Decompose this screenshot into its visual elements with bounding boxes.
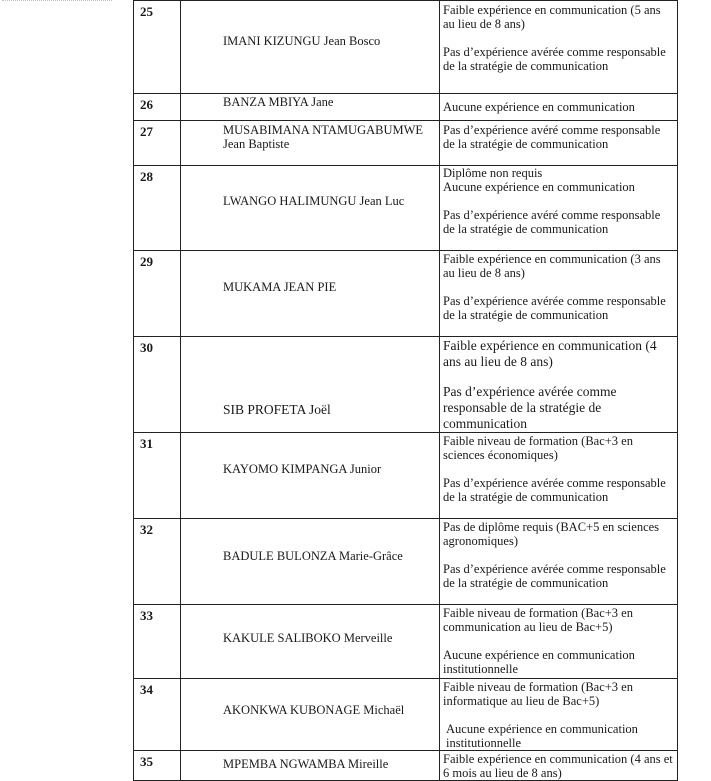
candidate-name: KAKULE SALIBOKO Merveille	[223, 631, 393, 645]
row-number: 35	[134, 751, 181, 781]
candidate-name: BANZA MBIYA Jane	[223, 95, 334, 109]
observation: Pas d’expérience avérée comme responsable de la stratégie de communication	[443, 294, 666, 322]
row-number: 32	[134, 519, 181, 605]
observation: Pas d’expérience avérée comme responsable de la stratégie de communication	[443, 476, 666, 504]
row-number: 25	[134, 1, 181, 94]
observation: Faible expérience en communication (5 ans au lieu de 8 ans)	[443, 3, 661, 31]
row-number: 27	[134, 121, 181, 166]
row-number: 26	[134, 94, 181, 121]
candidate-name: IMANI KIZUNGU Jean Bosco	[223, 34, 381, 48]
candidate-name: MUSABIMANA NTAMUGABUMWE Jean Baptiste	[223, 123, 424, 151]
observation: Faible expérience en communication (3 ans au lieu de 8 ans)	[443, 252, 661, 280]
observation: Faible niveau de formation (Bac+3 en communication au lieu de Bac+5)	[443, 606, 633, 634]
table-row	[134, 605, 678, 679]
observation: Aucune expérience en communication	[443, 100, 635, 114]
candidate-name: MUKAMA JEAN PIE	[223, 280, 337, 294]
observation: Aucune expérience en communication institutionnelle	[446, 722, 638, 750]
candidate-name: LWANGO HALIMUNGU Jean Luc	[223, 194, 405, 208]
observation: Pas d’expérience avérée comme responsable de la stratégie de communication	[443, 45, 666, 73]
candidate-name: KAYOMO KIMPANGA Junior	[223, 462, 382, 476]
table-row	[134, 251, 678, 337]
observation: Faible expérience en communication (4 ans et 6 mois au lieu de 8 ans)	[443, 752, 673, 780]
row-number: 31	[134, 433, 181, 519]
scan-artifact	[2, 0, 112, 7]
candidate-name: MPEMBA NGWAMBA Mireille	[223, 757, 389, 771]
candidate-name: AKONKWA KUBONAGE Michaël	[223, 703, 405, 717]
candidate-name: BADULE BULONZA Marie-Grâce	[223, 549, 403, 563]
observation: Pas de diplôme requis (BAC+5 en sciences agronomiques)	[443, 520, 660, 548]
observation: Pas d’expérience avérée comme responsable de la stratégie de communication	[443, 562, 666, 590]
candidate-name: SIB PROFETA Joël	[223, 402, 331, 417]
table-row	[134, 1, 678, 94]
table-row	[134, 121, 678, 166]
table-row	[134, 679, 678, 751]
observation: Pas d’expérience avéré comme responsable de la stratégie de communication	[443, 208, 661, 236]
observation: Faible niveau de formation (Bac+3 en informatique au lieu de Bac+5)	[443, 680, 633, 708]
observation: Pas d’expérience avérée comme responsable de la stratégie de communication	[443, 384, 617, 431]
table-row	[134, 433, 678, 519]
row-number: 30	[134, 337, 181, 433]
table-row	[134, 519, 678, 605]
table-row	[134, 751, 678, 781]
observation: Aucune expérience en communication institutionnelle	[443, 648, 635, 676]
candidates-table	[133, 0, 678, 781]
observation: Aucune expérience en communication	[443, 180, 635, 194]
row-number: 29	[134, 251, 181, 337]
table-row	[134, 337, 678, 433]
table-row	[134, 166, 678, 251]
row-number: 34	[134, 679, 181, 751]
row-number: 33	[134, 605, 181, 679]
observation: Faible niveau de formation (Bac+3 en sciences économiques)	[443, 434, 633, 462]
observation: Pas d’expérience avéré comme responsable de la stratégie de communication	[443, 123, 661, 151]
row-number: 28	[134, 166, 181, 251]
observation: Diplôme non requis	[443, 166, 543, 180]
table-row	[134, 94, 678, 121]
observation: Faible expérience en communication (4 ans au lieu de 8 ans)	[443, 338, 657, 369]
